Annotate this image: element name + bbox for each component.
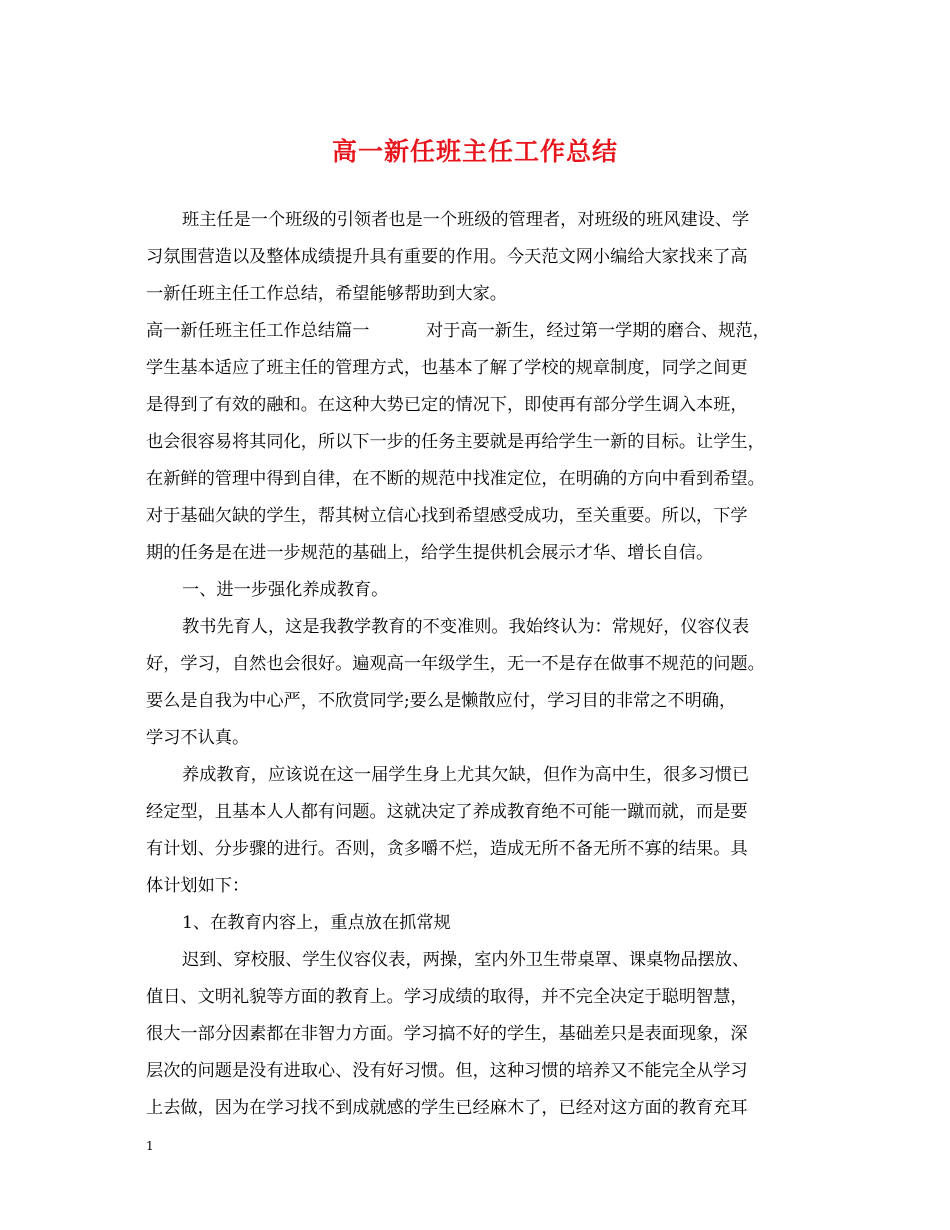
- paragraph-line: 迟到、穿校服、学生仪容仪表，两操，室内外卫生带桌罩、课桌物品摆放、: [182, 950, 750, 970]
- section-heading: 高一新任班主任工作总结篇一: [146, 321, 370, 341]
- paragraph-line: 期的任务是在进一步规范的基础上，给学生提供机会展示才华、增长自信。: [146, 543, 714, 563]
- paragraph-line: 值日、文明礼貌等方面的教育上。学习成绩的取得，并不完全决定于聪明智慧，: [146, 987, 748, 1007]
- paragraph-line: 习氛围营造以及整体成绩提升具有重要的作用。今天范文网小编给大家找来了高: [146, 247, 748, 267]
- paragraph-line: 要么是自我为中心严，不欣赏同学;要么是懒散应付，学习目的非常之不明确，: [146, 691, 737, 711]
- paragraph-line: 也会很容易将其同化，所以下一步的任务主要就是再给学生一新的目标。让学生，: [146, 432, 765, 452]
- paragraph-line: 是得到了有效的融和。在这种大势已定的情况下，即使再有部分学生调入本班，: [146, 395, 748, 415]
- paragraph-line: 层次的问题是没有进取心、没有好习惯。但，这种习惯的培养又不能完全从学习: [146, 1061, 748, 1081]
- paragraph-line: 有计划、分步骤的进行。否则，贪多嚼不烂，造成无所不备无所不寡的结果。具: [146, 839, 748, 859]
- subheading: 一、进一步强化养成教育。: [182, 580, 389, 600]
- page-number: 1: [146, 1139, 154, 1153]
- paragraph-line: 很大一部分因素都在非智力方面。学习搞不好的学生，基础差只是表面现象，深: [146, 1024, 748, 1044]
- paragraph-line: 体计划如下：: [146, 876, 250, 896]
- section-line: [146, 318, 770, 344]
- paragraph-line: 好，学习，自然也会很好。遍观高一年级学生，无一不是存在做事不规范的问题。: [146, 654, 765, 674]
- paragraph-line: 养成教育，应该说在这一届学生身上尤其欠缺，但作为高中生，很多习惯已: [182, 765, 750, 785]
- paragraph-line: 教书先育人，这是我教学教育的不变准则。我始终认为：常规好，仪容仪表: [182, 617, 750, 637]
- document-title: 高一新任班主任工作总结: [331, 137, 618, 166]
- subheading: 1、在教育内容上，重点放在抓常规: [182, 913, 451, 933]
- paragraph-line: 对于高一新生，经过第一学期的磨合、规范，: [426, 321, 770, 341]
- paragraph-line: 学生基本适应了班主任的管理方式，也基本了解了学校的规章制度，同学之间更: [146, 358, 748, 378]
- paragraph-line: 在新鲜的管理中得到自律，在不断的规范中找准定位，在明确的方向中看到希望。: [146, 469, 765, 489]
- paragraph-line: 学习不认真。: [146, 728, 250, 748]
- paragraph-line: 上去做，因为在学习找不到成就感的学生已经麻木了，已经对这方面的教育充耳: [146, 1098, 748, 1118]
- paragraph-line: 一新任班主任工作总结，希望能够帮助到大家。: [146, 284, 507, 304]
- paragraph-line: 对于基础欠缺的学生，帮其树立信心找到希望感受成功，至关重要。所以，下学: [146, 506, 748, 526]
- paragraph-line: 经定型，且基本人人都有问题。这就决定了养成教育绝不可能一蹴而就，而是要: [146, 802, 748, 822]
- paragraph-line: 班主任是一个班级的引领者也是一个班级的管理者，对班级的班风建设、学: [182, 210, 750, 230]
